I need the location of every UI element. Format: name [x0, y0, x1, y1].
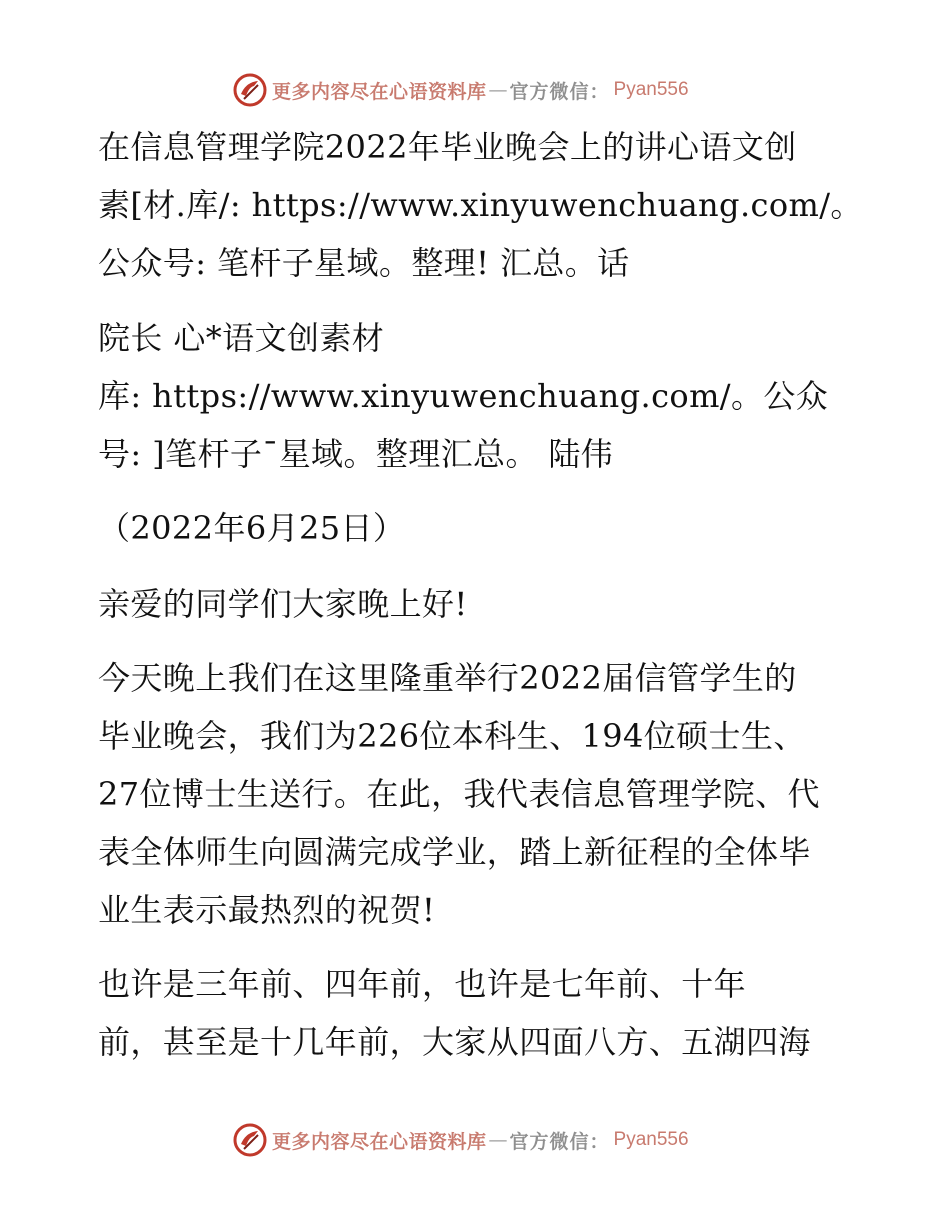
banner-content	[232, 70, 689, 110]
banner-wechat-id: Pyan556	[613, 1129, 689, 1150]
xinyu-logo-icon	[232, 1122, 268, 1158]
text-line: 号: ]笔杆子¯星域。整理汇总。 陆伟	[98, 435, 614, 473]
text-line: 在信息管理学院2022年毕业晚会上的讲心语文创	[98, 128, 797, 166]
banner-wechat-label: 官方微信：	[509, 1130, 610, 1153]
banner-separator: —	[488, 1129, 508, 1151]
banner-wechat-id: Pyan556	[613, 79, 689, 100]
text-line: 今天晚上我们在这里隆重举行2022届信管学生的	[98, 659, 797, 697]
banner-promo-text: 更多内容尽在心语资料库	[272, 80, 487, 103]
date-line: （2022年6月25日）	[98, 509, 406, 547]
text-line: 业生表示最热烈的祝贺!	[98, 891, 436, 929]
text-line: 院长 心*语文创素材	[98, 319, 385, 357]
text-line: 表全体师生向圆满完成学业，踏上新征程的全体毕	[98, 833, 811, 871]
text-line: 也许是三年前、四年前，也许是七年前、十年	[98, 965, 747, 1003]
greeting-line: 亲爱的同学们大家晚上好!	[98, 585, 468, 623]
header-banner	[0, 70, 950, 110]
footer-banner	[0, 1120, 950, 1160]
banner-wechat-label: 官方微信：	[509, 80, 610, 103]
text-line: 毕业晚会，我们为226位本科生、194位硕士生、	[98, 717, 806, 755]
banner-separator: —	[488, 79, 508, 101]
text-line: 素[材.库/: https://www.xinyuwenchuang.com/。	[98, 186, 863, 224]
text-line: 公众号: 笔杆子星域。整理! 汇总。话	[98, 244, 630, 282]
text-line: 前，甚至是十几年前，大家从四面八方、五湖四海	[98, 1023, 811, 1061]
text-line: 库: https://www.xinyuwenchuang.com/。公众	[98, 377, 829, 415]
banner-content	[232, 1120, 689, 1160]
xinyu-logo-icon	[232, 72, 268, 108]
banner-promo-text: 更多内容尽在心语资料库	[272, 1130, 487, 1153]
text-line: 27位博士生送行。在此，我代表信息管理学院、代	[98, 775, 820, 813]
